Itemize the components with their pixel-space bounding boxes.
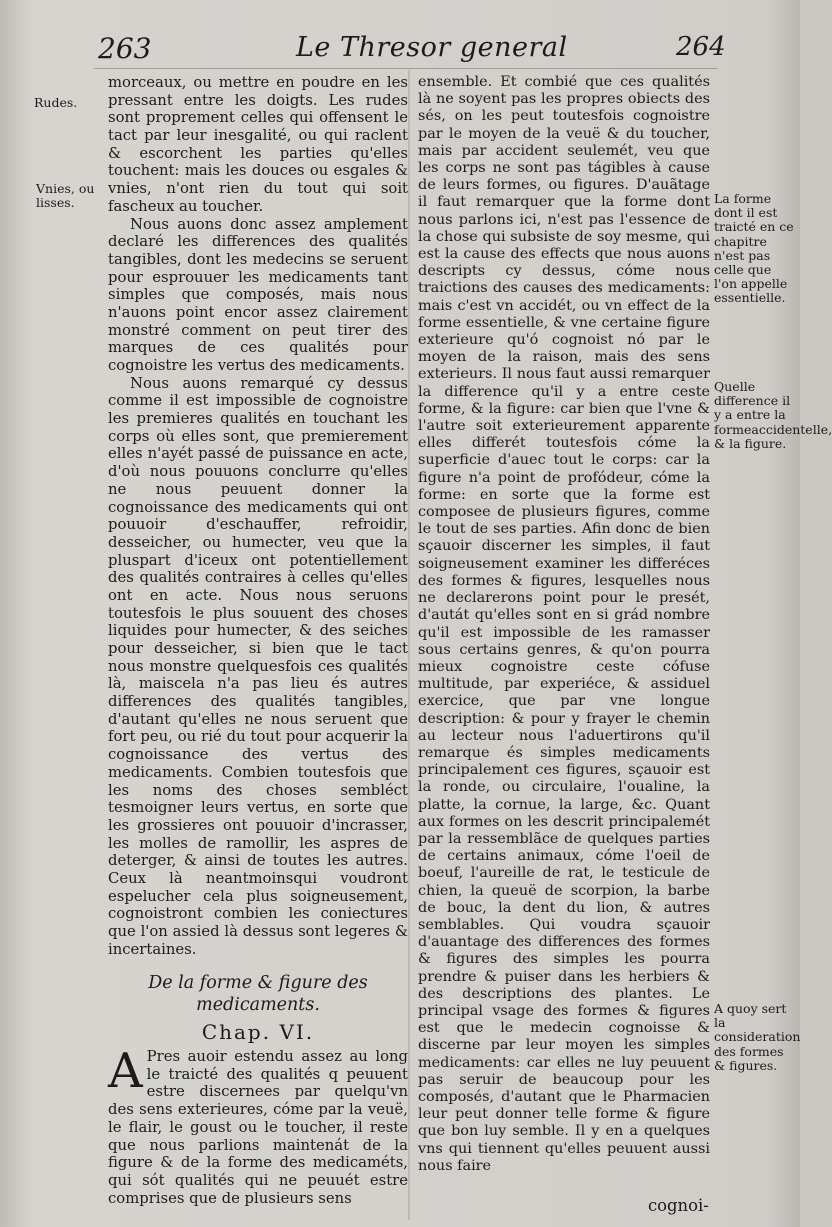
chapter-text: Pres auoir estendu assez au long le traicté des qualités q peuuent estre discernees par quelqu'vn des sens exterieures, cóme par la veuë, le flair, le goust ou le toucher, il reste que nous parlions maintenát de la figure & de la forme des medicaméts, qui sót qualités qui ne peuuét estre comprises que de plusieurs sens xyxy=(108,1048,408,1207)
paragraph: ensemble. Et combié que ces qualités là ne soyent pas les propres obiects des sés, on les peut toutesfois cognoistre par le moyen de la veuë & du toucher, mais par accident seulemét, veu que les corps ne sont pas tágibles à cause de leurs formes, ou figures. D'auãtage il faut remarquer que la forme dont nous parlons ici, n'est pas l'essence de la chose qui subsiste de soy mesme, qui est la cause des effects que nous auons descripts cy dessus, cóme nous traictions des causes des medicaments: mais c'est vn accidét, ou vn effect de la forme essentielle, & vne certaine figure exterieure qu'ó cognoist nó par le moyen de la raison, mais des sens exterieurs. Il nous faut aussi remarquer la difference qu'il y a entre ceste forme, & la figure: car bien que l'vne & l'autre soit exterieurement apparente elles differét toutesfois cóme la superficie d'auec tout le corps: car la figure n'a point de profódeur, cóme la forme: en sorte que la forme est composee de plusieurs figures, comme le tout de ses parties. Afin donc de bien sçauoir discerner les simples, il faut soigneusement examiner les differéces des formes & figures, lesquelles nous ne declarerons point pour le presét, d'autát qu'elles sont en si grád nombre qu'il est impossible de les ramasser sous certains genres, & qu'on pourra mieux cognoistre ceste cófuse multitude, par experiéce, & assiduel exercice, que par vne longue description: & pour y frayer le chemin au lecteur nous l'aduertirons qu'il remarque és simples medicaments principalement ces figures, sçauoir est la ronde, ou circulaire, l'oualine, la platte, la cornue, la large, &c. Quant aux formes on les descrit principalemét par la ressemblãce de quelques parties de certains animaux, cóme l'oeil de boeuf, l'aureille de rat, le testicule de chien, la queuë de scorpion, la barbe de bouc, la dent du lion, & autres semblables. Qui voudra sçauoir d'auantage des differences des formes & figures des simples les pourra prendre & puiser dans les herbiers & des descriptions des plantes. Le principal vsage des formes & figures est que le medecin cognoisse & discerne par leur moyen les simples medicaments: car elles ne luy peuuent pas seruir de beaucoup pour les composés, d'autant que le Pharmacien leur peut donner telle forme & figure que bon luy semble. Il y en a quelques vns qui tiennent qu'elles peuuent aussi nous faire xyxy=(418,74,710,1174)
section-heading: De la forme & figure des medicaments. xyxy=(148,973,368,1016)
margin-note-difference: Quelle difference il y a entre la formeaccidentelle, & la figure. xyxy=(714,379,832,451)
header-rule xyxy=(94,68,718,69)
margin-note-vnies: Vnies, ou lisses. xyxy=(36,181,95,211)
gutter-line xyxy=(408,70,410,1220)
chapter-title: Chap. VI. xyxy=(201,1020,315,1045)
right-page-number: 264 xyxy=(676,32,726,62)
left-column xyxy=(108,74,408,1207)
chapter-opening xyxy=(108,1043,408,1207)
margin-note-usage: A quoy sert la consideration des formes & figures. xyxy=(714,1001,801,1073)
catchword: cognoi- xyxy=(648,1196,709,1215)
right-column xyxy=(418,74,710,1175)
running-title: Le Thresor general xyxy=(296,32,568,63)
drop-cap: A xyxy=(108,1043,143,1100)
margin-note-forme: La forme dont il est traicté en ce chapitre n'est pas celle que l'on appelle essentielle. xyxy=(714,191,794,306)
margin-note-rudes: Rudes. xyxy=(34,95,78,110)
paragraph: Nous auons donc assez amplement declaré les differences des qualités tangibles, dont les medecins se seruent pour esprouuer les medicaments tant simples que composés, mais nous n'auons point encor assez clairement monstré comment on peut tirer des marques de ces qualités pour cognoistre les vertus des medicaments. xyxy=(108,215,408,374)
paragraph: Nous auons remarqué cy dessus comme il est impossible de cognoistre les premieres qualités en touchant les corps où elles sont, que premierement elles n'ayét passé de puissance en acte, d'où nous pouuons conclurre qu'elles ne nous peuuent donner la cognoissance des medicaments qui ont pouuoir d'eschauffer, refroidir, desseicher, ou humecter, veu que la pluspart d'iceux ont potentiellement des qualités contraires à celles qu'elles ont en acte. Nous nous seruons toutesfois le plus souuent des choses liquides pour humecter, & des seiches pour desseicher, si bien que le tact nous monstre quelquesfois ces qualités là, maiscela n'a pas lieu és autres differences des qualités tangibles, d'autant qu'elles ne nous seruent que fort peu, ou rié du tout pour acquerir la cognoissance des vertus des medicaments. Combien toutesfois que les noms des choses sembléct tesmoigner leurs vertus, en sorte que les grossieres ont pouuoir d'incrasser, les molles de ramollir, les aspres de deterger, & ainsi de toutes les autres. Ceux là neantmoinsqui voudront espelucher cela plus soigneusement, cognoistront combien les coniectures que l'on assied là dessus sont legeres & incertaines. xyxy=(108,374,408,958)
left-page-number: 263 xyxy=(98,32,152,65)
paragraph: morceaux, ou mettre en poudre en les pressant entre les doigts. Les rudes sont proprement celles qui offensent le tact par leur inesgalité, ou qui raclent & escorchent les parties qu'elles touchent: mais les douces ou esgales & vnies, n'ont rien du tout qui soit fascheux au toucher. xyxy=(108,74,408,215)
